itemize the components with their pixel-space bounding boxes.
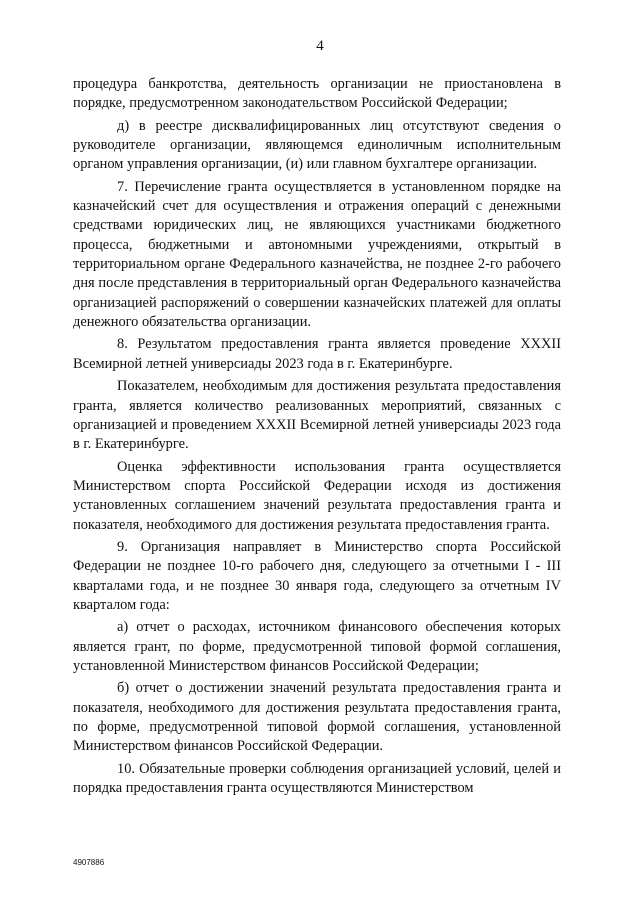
paragraph-a-expense-report: а) отчет о расходах, источником финансового обеспечения которых является грант, по форме, предусмотренной типовой формой соглашения, установленной Министерством финансов Российской Федерации; — [73, 619, 561, 674]
paragraph-b-achievement-report: б) отчет о достижении значений результата предоставления гранта и показателя, необходимого для достижения результата предоставления гранта, по форме, предусмотренной типовой формой соглашения, установленной Министерством финансов Российской Федерации. — [73, 680, 561, 755]
page-number: 4 — [316, 38, 324, 54]
paragraph-indicator: Показателем, необходимым для достижения результата предоставления гранта, является количество реализованных мероприятий, связанных с организацией и проведением XXXII Всемирной летней универсиады 2023 года в г. Екатеринбурге. — [73, 378, 561, 453]
paragraph-d-disqualified-registry: д) в реестре дисквалифицированных лиц отсутствуют сведения о руководителе организации, являющемся единоличным исполнительным органом управления организации, (и) или главном бухгалтере организации. — [73, 117, 561, 173]
document-body — [73, 75, 561, 801]
paragraph-efficiency-assessment: Оценка эффективности использования гранта осуществляется Министерством спорта Российской Федерации исходя из достижения установленных соглашением значений результата предоставления гранта и показателя, необходимого для достижения результата предоставления гранта. — [73, 458, 561, 533]
paragraph-bankruptcy-continuation: процедура банкротства, деятельность организации не приостановлена в порядке, предусмотренном законодательством Российской Федерации; — [73, 76, 561, 112]
document-code: 4907886 — [73, 858, 105, 867]
paragraph-9-reporting: 9. Организация направляет в Министерство спорта Российской Федерации не позднее 10-го рабочего дня, следующего за отчетными I - III кварталами года, и не позднее 30 января года, следующего за отчетным IV кварталом года: — [73, 538, 561, 613]
paragraph-10-mandatory-checks: 10. Обязательные проверки соблюдения организацией условий, целей и порядка предоставления гранта осуществляются Министерством — [73, 760, 561, 797]
paragraph-7-grant-transfer: 7. Перечисление гранта осуществляется в установленном порядке на казначейский счет для осуществления и отражения операций с денежными средствами юридических лиц, не являющихся участниками бюджетного процесса, бюджетными и автономными учреждениями, открытый в территориальном органе Федерального казначейства, не позднее 2-го рабочего дня после представления в территориальный орган Федерального казначейства организацией распоряжений о совершении казначейских платежей для оплаты денежного обязательства организации. — [73, 178, 561, 331]
paragraph-8-grant-result: 8. Результатом предоставления гранта является проведение XXXII Всемирной летней универсиады 2023 года в г. Екатеринбурге. — [73, 336, 561, 372]
